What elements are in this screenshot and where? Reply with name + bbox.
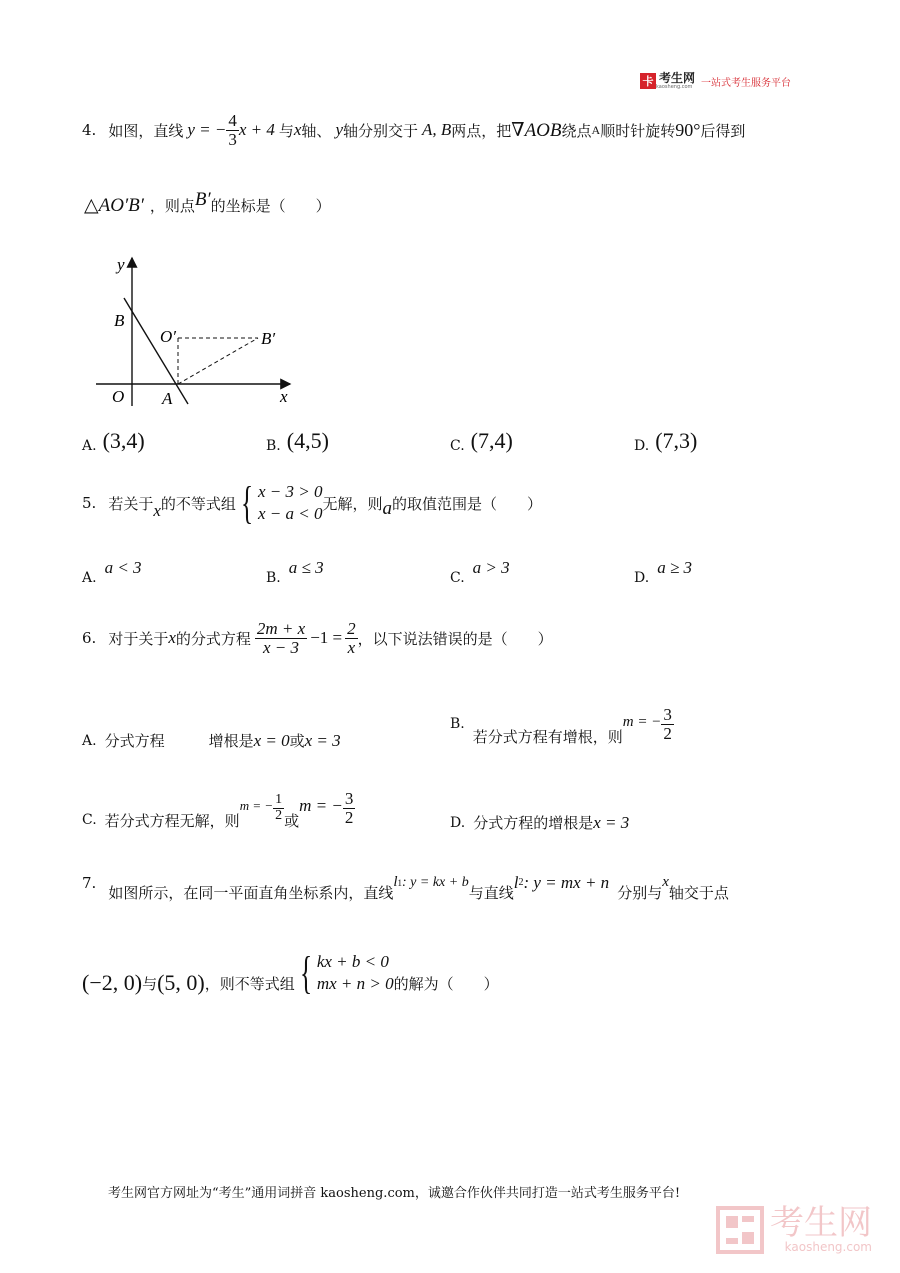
fig-o-prime-label: O′ (160, 327, 176, 346)
watermark-name: 考生网 (770, 1203, 872, 1243)
watermark-logo-icon (716, 1206, 764, 1254)
q4-text: 如图，直线 (108, 121, 184, 140)
logo-domain: kaosheng.com (656, 84, 693, 90)
q4-eq-fraction: $\frac{4}{3}$ (228, 111, 237, 149)
fig-a-label: A (162, 389, 173, 408)
q4-stem-line1: 4. 如图，直线 y = − $\frac{4}{3}$ x + 4 与 x 轴、 y 轴分别交于 A, B 两点，把 ∇AOB 绕点 A 顺时针旋转 90° 后得到 (82, 111, 746, 149)
q5-number: 5. (82, 494, 97, 512)
segment-ab-prime (178, 338, 258, 384)
q5-stem: 5. 若关于 x 的不等式组 { x − 3 > 0 x − a < 0 无解，则 a 的取值范围是（ ） (82, 477, 543, 528)
q4-option-b[interactable]: B. (4,5) (266, 428, 329, 454)
logo-name: 考生网 (659, 71, 696, 85)
q5-system: { x − 3 > 0 x − a < 0 (240, 477, 323, 528)
q4-figure (92, 248, 302, 408)
q5-option-d[interactable]: D. a ≥ 3 (634, 558, 693, 586)
q6-number: 6. (82, 629, 97, 648)
fig-x-label: x (280, 387, 288, 406)
line-ab (124, 298, 188, 404)
fig-b-label: B (114, 311, 125, 330)
q6-eq-fraction-left: $\frac{2m + x}{x - 3}$ (256, 619, 306, 657)
fig-b-prime-label: B′ (261, 329, 276, 348)
q7-stem-line1: 7. 如图所示，在同一平面直角坐标系内，直线 l 1 : y = kx + b 与直线 l 2 : y = mx + n 分别与 x 轴交于点 (82, 872, 729, 902)
q5-option-b[interactable]: B. a ≤ 3 (266, 558, 324, 586)
header-slogan: 一站式考生服务平台 (701, 77, 792, 89)
q4-number: 4. (82, 121, 97, 140)
fig-y-label: y (117, 255, 125, 274)
q4-option-c[interactable]: C. (7,4) (450, 428, 513, 454)
q4-eq-rhs: x + 4 (238, 120, 275, 140)
q7-system: { kx + b < 0 mx + n > 0 (299, 947, 394, 998)
q4-eq-lhs: y = − (187, 120, 227, 140)
logo-mark-icon: 卡 (640, 73, 656, 89)
watermark-domain: kaosheng.com (784, 1240, 872, 1254)
q7-number: 7. (82, 873, 97, 892)
q6-eq-fraction-right: $\frac{2}{x}$ (347, 619, 356, 657)
q7-stem-line2: (−2, 0) 与 (5, 0) ，则不等式组 { kx + b < 0 mx + n > 0 的解为（ ） (82, 947, 499, 998)
fig-o-label: O (112, 387, 125, 406)
watermark (716, 1203, 872, 1254)
q4-option-a[interactable]: A. (3,4) (82, 428, 145, 454)
footer-text: 考生网官方网址为“考生”通用词拼音 kaosheng.com，诚邀合作伙伴共同打造一站式考生服务平台! (108, 1186, 681, 1201)
q6-option-a[interactable]: A. 分式方程 增根是 x = 0 或 x = 3 (82, 730, 341, 750)
q5-option-c[interactable]: C. a > 3 (450, 558, 510, 586)
header-logo (640, 72, 791, 90)
q4-stem-line2: △AO′B′ ，则点 B′ 的坐标是（ ） (84, 188, 331, 216)
q4-option-d[interactable]: D. (7,3) (634, 428, 698, 454)
q6-option-d[interactable]: D. 分式方程的增根是 x = 3 (450, 812, 630, 832)
q6-option-c[interactable]: C. 若分式方程无解，则 m = − $\frac{1}{2}$ 或 m = − $\frac{3}{2}$ (82, 789, 354, 830)
q5-option-a[interactable]: A. a < 3 (82, 558, 142, 586)
q6-option-b[interactable]: B. 若分式方程有增根，则 m = − $\frac{3}{2}$ (450, 705, 672, 746)
q6-stem: 6. 对于关于 x 的分式方程 $\frac{2m + x}{x - 3}$ −1 = $\frac{2}{x}$ ，以下说法错误的是（ ） (82, 619, 553, 657)
